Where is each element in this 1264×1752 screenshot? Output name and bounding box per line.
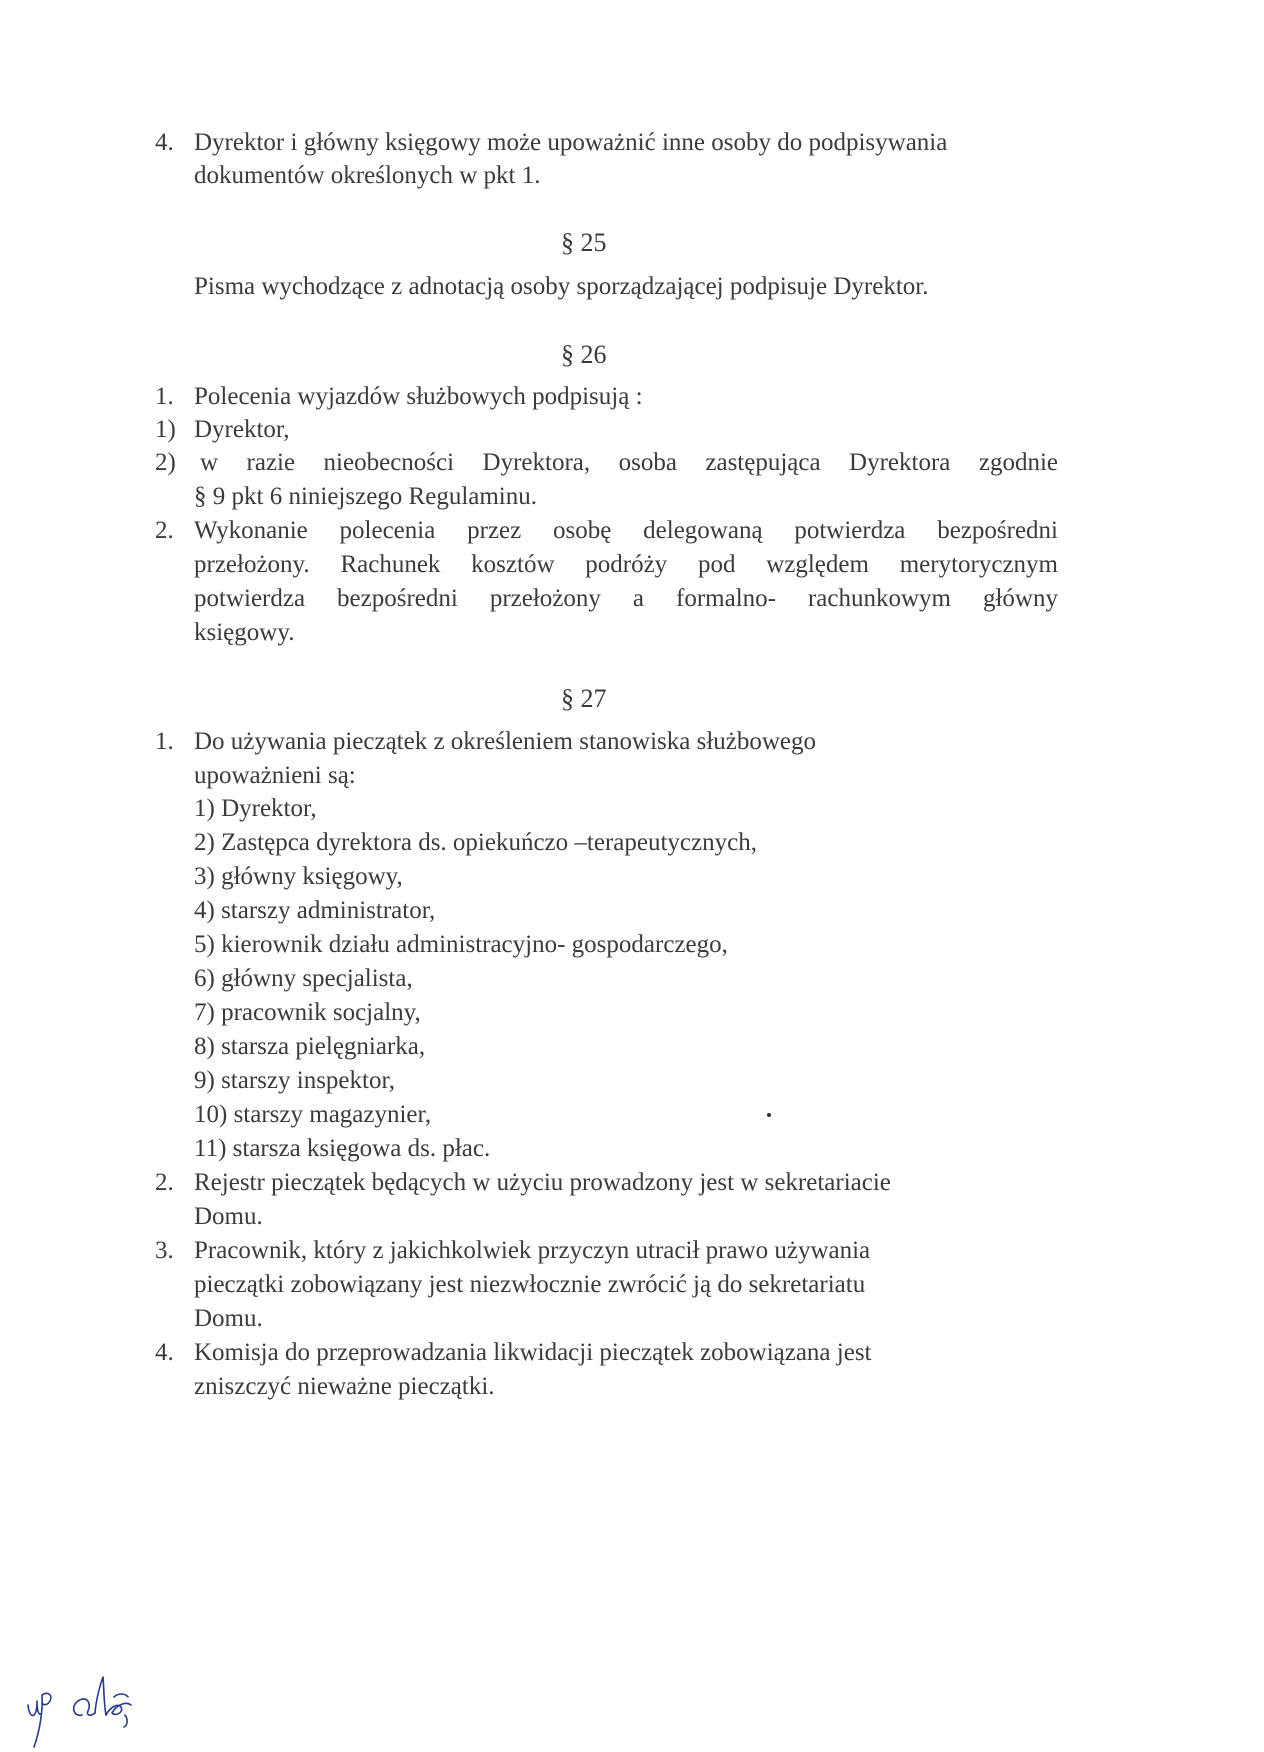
stamp-list-item: 6) główny specjalista, <box>194 965 413 992</box>
section-27-p4-line-1: Komisja do przeprowadzania likwidacji pieczątek zobowiązana jest <box>194 1339 872 1366</box>
section-27-p2-line-1: Rejestr pieczątek będących w użyciu prowadzony jest w sekretariacie <box>194 1169 891 1196</box>
section-27-p3-line-3: Domu. <box>194 1305 263 1332</box>
section-25-text: Pisma wychodzące z adnotacją osoby sporządzającej podpisuje Dyrektor. <box>194 273 929 300</box>
section-26-p2-number: 2. <box>155 517 174 544</box>
item-4-number: 4. <box>155 129 174 156</box>
section-27-p4-line-2: zniszczyć nieważne pieczątki. <box>194 1373 495 1400</box>
section-26-sub2-line-1: w razie nieobecności Dyrektora, osoba zastępująca Dyrektora zgodnie <box>200 449 1058 476</box>
section-26-p2-line-1: Wykonanie polecenia przez osobę delegowaną potwierdza bezpośredni <box>194 517 1058 544</box>
section-26-sub1-number: 1) <box>155 416 176 443</box>
section-25-heading: § 25 <box>561 228 607 257</box>
section-26-heading: § 26 <box>561 340 607 369</box>
section-26-p1-number: 1. <box>155 383 174 410</box>
stamp-list-item: 10) starszy magazynier, <box>194 1101 432 1128</box>
stamp-list-item: 9) starszy inspektor, <box>194 1067 396 1094</box>
stamp-list-item: 11) starsza księgowa ds. płac. <box>194 1135 491 1162</box>
section-27-p3-number: 3. <box>155 1237 174 1264</box>
section-27-p4-number: 4. <box>155 1339 174 1366</box>
section-26-sub1-text: Dyrektor, <box>194 416 290 443</box>
item-4-line-1: Dyrektor i główny księgowy może upoważnić inne osoby do podpisywania <box>194 129 948 156</box>
section-27-p2-line-2: Domu. <box>194 1203 263 1230</box>
section-26-p1-text: Polecenia wyjazdów służbowych podpisują : <box>194 383 643 410</box>
item-4-line-2: dokumentów określonych w pkt 1. <box>194 162 541 189</box>
stamp-list-item: 2) Zastępca dyrektora ds. opiekuńczo –terapeutycznych, <box>194 829 757 856</box>
stamp-list-item: 5) kierownik działu administracyjno- gospodarczego, <box>194 931 728 958</box>
section-27-heading: § 27 <box>561 684 607 713</box>
section-26-p2-line-4: księgowy. <box>194 619 295 646</box>
section-26-p2-line-3: potwierdza bezpośredni przełożony a formalno- rachunkowym główny <box>194 585 1058 612</box>
section-26-p2-line-2: przełożony. Rachunek kosztów podróży pod względem merytorycznym <box>194 551 1058 578</box>
scan-speck <box>767 1113 771 1117</box>
section-27-p1-number: 1. <box>155 728 174 755</box>
section-27-p1-line-1: Do używania pieczątek z określeniem stanowiska służbowego <box>194 728 817 755</box>
handwritten-initials-signature <box>0 1635 150 1752</box>
stamp-list-item: 4) starszy administrator, <box>194 897 436 924</box>
section-26-sub2-number: 2) <box>155 449 176 476</box>
stamp-list-item: 3) główny księgowy, <box>194 863 403 890</box>
stamp-list-item: 8) starsza pielęgniarka, <box>194 1033 426 1060</box>
section-27-p1-line-2: upoważnieni są: <box>194 762 356 789</box>
section-27-p3-line-1: Pracownik, który z jakichkolwiek przyczyn utracił prawo używania <box>194 1237 871 1264</box>
stamp-list-item: 7) pracownik socjalny, <box>194 999 421 1026</box>
section-27-p2-number: 2. <box>155 1169 174 1196</box>
stamp-list-item: 1) Dyrektor, <box>194 795 317 822</box>
section-27-p3-line-2: pieczątki zobowiązany jest niezwłocznie zwrócić ją do sekretariatu <box>194 1271 866 1298</box>
section-26-sub2-line-2: § 9 pkt 6 niniejszego Regulaminu. <box>194 483 538 510</box>
